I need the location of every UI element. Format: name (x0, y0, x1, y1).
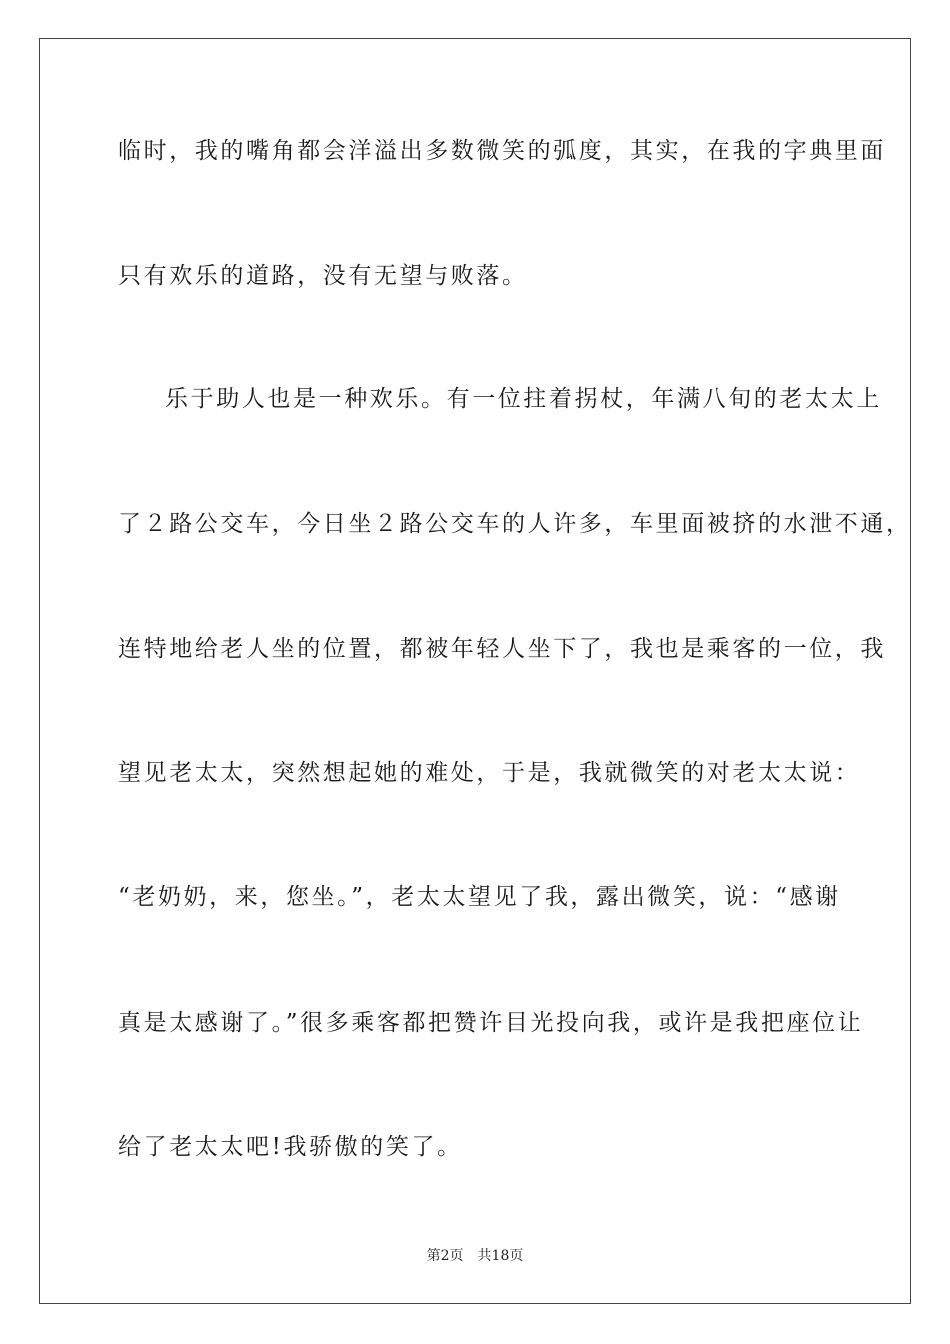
text-line-9: 给了老太太吧!我骄傲的笑了。 (118, 1134, 463, 1160)
text-line-7: “老奶奶，来，您坐。”，老太太望见了我，露出微笑，说：“感谢 (118, 884, 841, 910)
text-line-4: 了２路公交车，今日坐２路公交车的人许多，车里面被挤的水泄不通， (118, 511, 912, 537)
page-frame (39, 38, 911, 1304)
text-line-5: 连特地给老人坐的位置，都被年轻人坐下了，我也是乘客的一位，我 (118, 636, 886, 662)
text-line-1: 临时，我的嘴角都会洋溢出多数微笑的弧度，其实，在我的字典里面 (118, 138, 886, 164)
text-line-2: 只有欢乐的道路，没有无望与败落。 (118, 263, 528, 289)
paragraph-start-line: 乐于助人也是一种欢乐。有一位拄着拐杖，年满八旬的老太太上 (165, 386, 882, 412)
text-line-8: 真是太感谢了。”很多乘客都把赞许目光投向我，或许是我把座位让 (118, 1010, 864, 1036)
page-number: 第2页 (426, 1248, 464, 1264)
page-total: 共18页 (477, 1248, 524, 1264)
page-footer (0, 1246, 950, 1266)
text-line-6: 望见老太太，突然想起她的难处，于是，我就微笑的对老太太说： (118, 760, 861, 786)
